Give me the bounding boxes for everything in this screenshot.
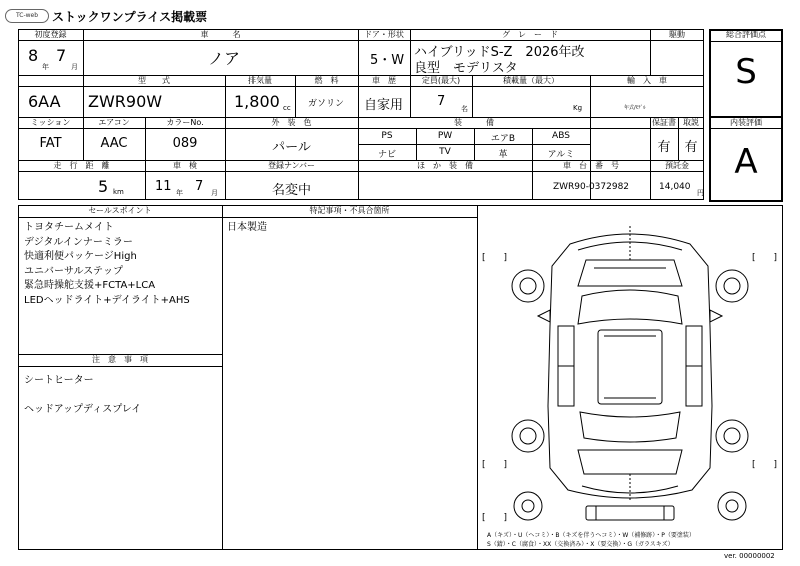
list-item: 日本製造 — [227, 222, 267, 233]
interior-grade-label: 内装評価 — [730, 118, 762, 127]
deposit: 14,040 — [659, 182, 691, 192]
equipment-item: PW — [437, 131, 453, 141]
equipment-item: ABS — [552, 131, 570, 141]
diagram-bracket: [ ] — [482, 513, 508, 523]
first-reg-month-unit: 月 — [71, 63, 78, 71]
mileage-unit: km — [113, 188, 124, 196]
chassis-no-label: 車 台 番 号 — [563, 161, 619, 170]
door-shape-label: ドア・形状 — [364, 30, 404, 39]
damage-legend-line-1: A（キズ）・U（ヘコミ）・B（キズを伴うヘコミ）・W（補修跡）・P（要塗装） — [487, 532, 695, 539]
load-capacity-label: 積載量（最大） — [503, 76, 559, 85]
displacement-unit: cc — [283, 104, 291, 112]
equipment-item: エアB — [490, 134, 516, 144]
exterior-color-label: 外 装 色 — [271, 118, 312, 127]
first-reg-month: 7 — [56, 46, 67, 65]
grade-line-2: 良型 モデリスタ — [414, 61, 518, 76]
equipment-item: アルミ — [547, 150, 575, 160]
sales-points-label: セールスポイント — [88, 206, 152, 215]
fuel-label: 燃 料 — [314, 76, 339, 85]
exterior-color: パール — [272, 140, 311, 155]
first-reg-year-unit: 年 — [42, 63, 49, 71]
aircon-label: エアコン — [98, 118, 130, 127]
overall-score: S — [735, 52, 757, 92]
damage-legend-line-2: S（錆）・C（腐食）・XX（交換済み）・X（要交換）・G（ガラスキズ） — [487, 541, 674, 548]
mileage-label: 走 行 距 離 — [53, 161, 110, 170]
plate-label: 登録ナンバー — [267, 161, 316, 170]
equipment-label: 装 備 — [454, 118, 494, 127]
inspection-year: 11 — [155, 179, 172, 194]
mileage: 5 — [98, 177, 109, 196]
displacement-label: 排気量 — [248, 76, 272, 85]
color-no-label: カラーNo. — [166, 118, 204, 127]
interior-score: A — [734, 142, 758, 182]
import-label: 輸 入 車 — [627, 76, 667, 85]
drive-label: 駆動 — [669, 30, 685, 39]
chassis-no: ZWR90-0372982 — [552, 182, 630, 192]
inspection-month: 7 — [195, 179, 204, 194]
list-item: トヨタチームメイト — [24, 222, 114, 233]
inspection-month-unit: 月 — [211, 189, 218, 197]
deposit-label: 預託金 — [665, 161, 689, 170]
inspection-year-unit: 年 — [176, 189, 183, 197]
equipment-item: 革 — [498, 150, 508, 160]
warranty-label: 保証書 — [652, 118, 676, 127]
manual: 有 — [684, 140, 698, 155]
grade-line-1: ハイブリッドS-Z 2026年改 — [414, 45, 585, 60]
diagram-bracket: [ ] — [752, 253, 778, 263]
car-outline-icon — [548, 226, 712, 500]
car-damage-diagram — [478, 206, 782, 528]
deposit-unit: 円 — [697, 189, 704, 197]
color-no: 089 — [172, 136, 198, 151]
other-equipment-label: ほ か 装 備 — [417, 161, 473, 170]
special-notes-label: 特記事項・不具合箇所 — [309, 206, 390, 215]
fuel: ガソリン — [308, 99, 345, 109]
first-reg-year: 8 — [28, 46, 39, 65]
load-unit: Kg — [573, 104, 583, 112]
warranty: 有 — [657, 140, 671, 155]
list-item: ユニバーサルステップ — [24, 265, 123, 277]
cautions-list — [24, 374, 141, 418]
mission-label: ミッション — [30, 118, 71, 127]
page-title: ストックワンプライス掲載票 — [52, 10, 208, 24]
inspection-label: 車 検 — [173, 161, 197, 170]
sales-points-list — [24, 221, 190, 308]
cautions-label: 注 意 事 項 — [92, 355, 148, 364]
plate: 名変中 — [271, 183, 311, 198]
history: 自家用 — [364, 98, 404, 113]
equipment-item: PS — [381, 131, 393, 141]
list-item: デジタルインナーミラー — [24, 236, 133, 248]
model-label: 型 式 — [138, 76, 170, 85]
car-name: ノア — [208, 49, 241, 68]
grade-label: グ レ ー ド — [502, 30, 558, 39]
logo-text: TC-web — [15, 12, 39, 19]
diagram-bracket: [ ] — [482, 253, 508, 263]
mission: FAT — [39, 136, 62, 151]
logo — [5, 9, 49, 23]
aircon: AAC — [100, 136, 128, 151]
history-label: 車 歴 — [372, 76, 396, 85]
overall-grade-label: 総合評価点 — [726, 30, 766, 39]
displacement: 1,800 — [234, 92, 280, 111]
import-year-model: 年式/ﾓﾃﾞﾙ — [624, 105, 646, 111]
equipment-item: TV — [439, 147, 451, 157]
capacity-label: 定員(最大) — [421, 76, 461, 85]
equipment-item: ナビ — [377, 150, 396, 160]
vehicle-info-table — [18, 29, 704, 200]
diagram-bracket: [ ] — [482, 460, 508, 470]
list-item — [24, 389, 141, 404]
first-reg-label: 初度登録 — [34, 30, 67, 39]
list-item: 緊急時操舵支援+FCTA+LCA — [24, 280, 156, 291]
list-item: ヘッドアップディスプレイ — [24, 404, 142, 415]
capacity: 7 — [437, 94, 446, 109]
version-label: ver. 00000002 — [724, 552, 775, 560]
car-name-label: 車 名 — [200, 30, 241, 39]
capacity-unit: 名 — [461, 105, 468, 113]
diagram-bracket: [ ] — [752, 460, 778, 470]
list-item: 快適利便パッケージHigh — [24, 251, 137, 262]
door-shape: 5・W — [370, 53, 405, 68]
manual-label: 取説 — [683, 118, 699, 127]
list-item: シートヒーター — [24, 375, 94, 386]
model-prefix: 6AA — [28, 92, 61, 111]
special-notes-list — [227, 221, 267, 236]
list-item: LEDヘッドライト+デイライト+AHS — [24, 294, 190, 306]
model: ZWR90W — [88, 92, 163, 111]
